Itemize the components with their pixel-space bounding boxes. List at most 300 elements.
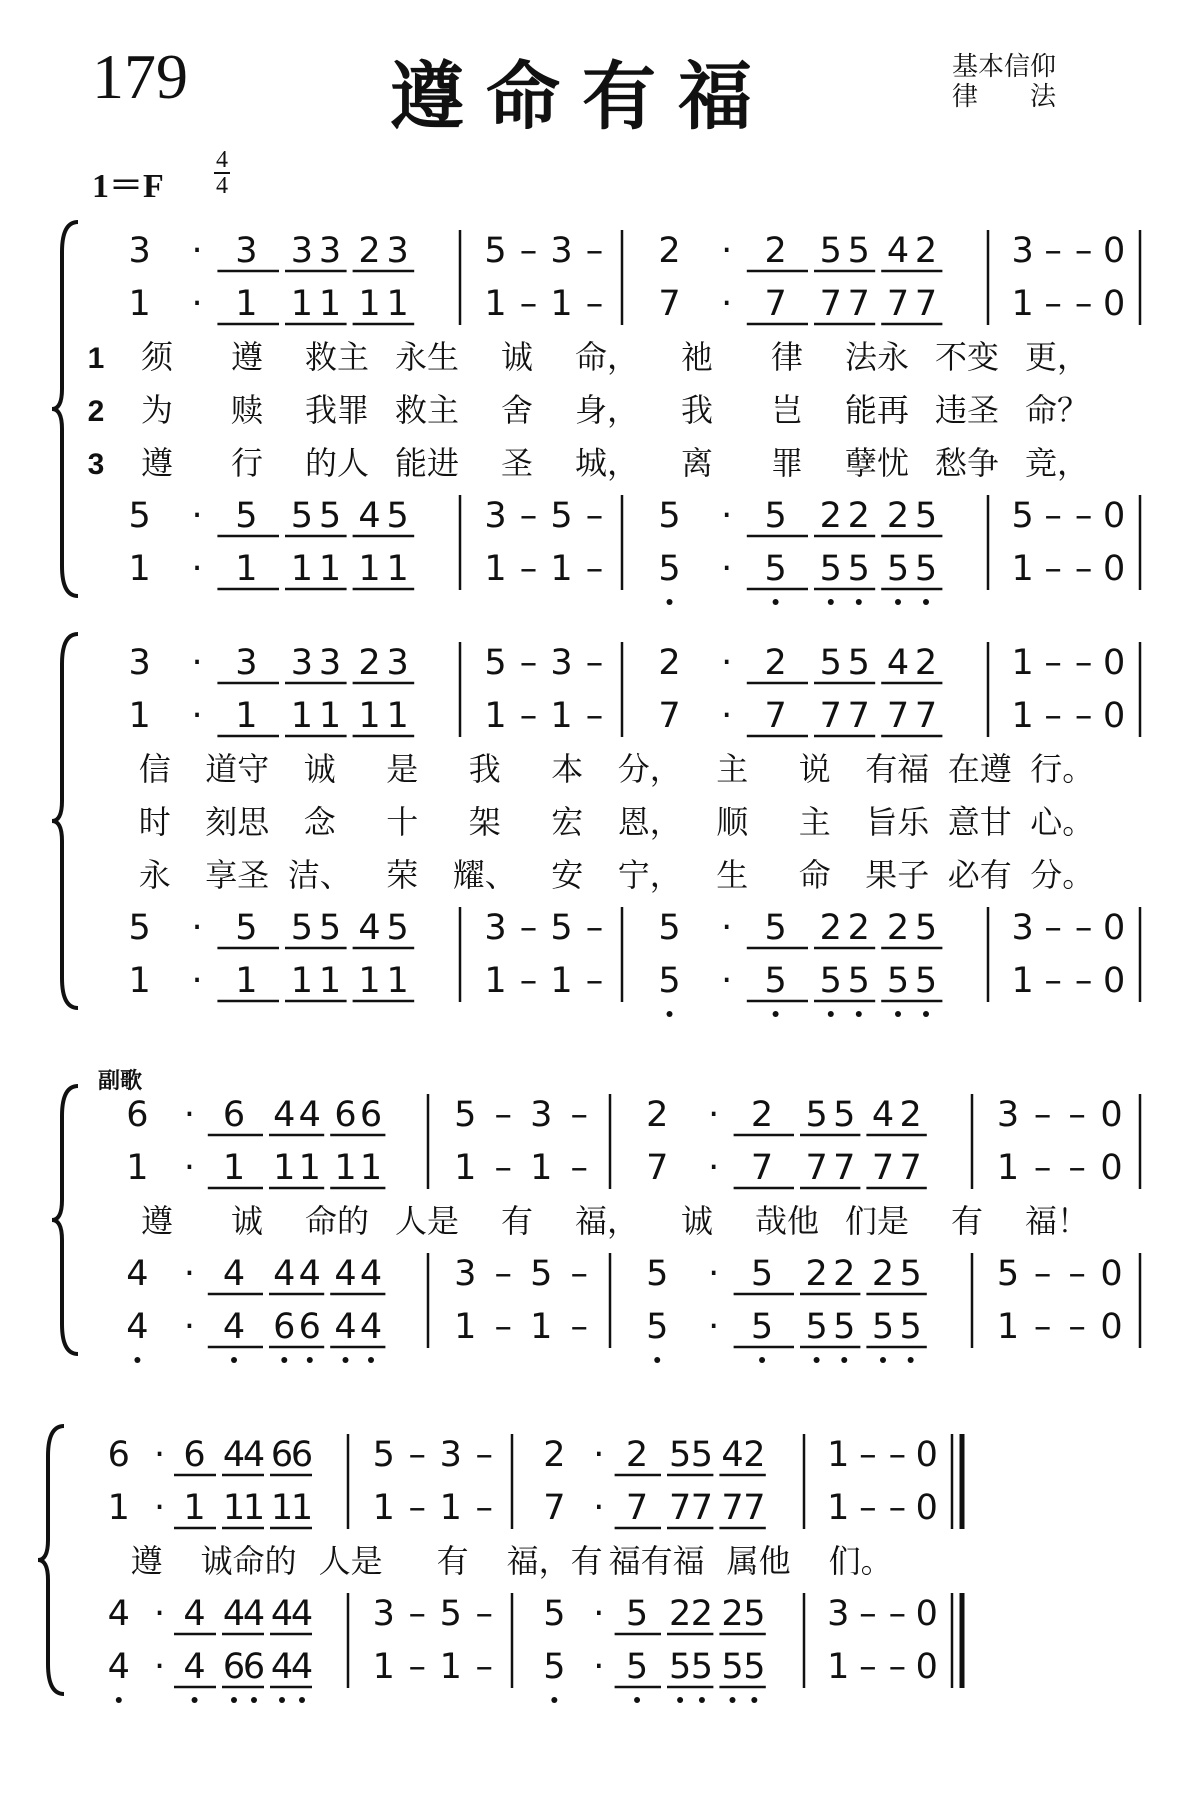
system-2-note: 1: [550, 961, 573, 1001]
system-2-dash: –: [519, 696, 538, 736]
system-3-note: 4: [359, 1307, 383, 1347]
system-4-note: 0: [915, 1435, 938, 1475]
system-1-note: 5: [914, 496, 938, 536]
system-1-note: 3: [1011, 231, 1034, 271]
system-3-brace: [52, 1086, 78, 1354]
system-4-note: 5: [743, 1594, 766, 1634]
system-2-note: 2: [764, 643, 787, 683]
system-2-lyric: 时: [138, 803, 171, 841]
system-4-dash: –: [475, 1435, 493, 1475]
system-2-octave-dot: [828, 1011, 834, 1017]
system-1-note: 3: [386, 231, 409, 271]
system-4-note: 4: [290, 1594, 314, 1634]
system-2-dash: –: [1044, 961, 1062, 1001]
system-3-lyric: 哉他: [754, 1202, 820, 1240]
system-2-note: 3: [484, 908, 507, 948]
system-3-note: 4: [334, 1254, 357, 1294]
system-3-dot: ·: [708, 1148, 720, 1188]
system-3-note: 5: [899, 1307, 922, 1347]
system-2-note: 1: [1011, 696, 1034, 736]
system-1-note: 1: [1011, 549, 1034, 589]
system-1-note: 2: [764, 231, 787, 271]
system-2-octave-dot: [923, 1011, 929, 1017]
system-1-note: 1: [318, 549, 342, 589]
system-2-lyric: 果子: [865, 856, 930, 894]
system-1-note: 5: [235, 496, 258, 536]
system-2-lyric: 洁、: [287, 856, 352, 894]
system-2-lyric: 恩，: [617, 803, 682, 841]
system-1-dash: –: [1074, 284, 1093, 324]
system-4-note: 1: [242, 1488, 266, 1528]
system-1-dash: –: [519, 284, 538, 324]
system-1-note: 5: [386, 496, 409, 536]
system-3-dash: –: [570, 1095, 589, 1135]
system-4-note: 5: [690, 1435, 714, 1475]
system-2-lyric: 耀、: [452, 856, 517, 894]
system-1-note: 7: [914, 284, 938, 324]
system-4-octave-dot: [551, 1697, 557, 1703]
system-2-note: 5: [128, 908, 151, 948]
system-4-note: 1: [439, 1488, 462, 1528]
system-2-lyric: 主: [716, 750, 749, 788]
system-3-note: 1: [996, 1148, 1020, 1188]
system-4-note: 1: [827, 1435, 850, 1475]
system-1-note: 5: [1011, 496, 1034, 536]
system-4-note: 5: [743, 1647, 766, 1687]
system-1-dot: ·: [721, 284, 733, 324]
system-3-note: 1: [996, 1307, 1020, 1347]
system-3-lyric: 人是: [394, 1202, 460, 1240]
system-2-note: 1: [318, 696, 342, 736]
system-2-note: 3: [318, 643, 342, 683]
system-2-dot: ·: [721, 696, 733, 736]
system-1-dash: –: [1044, 284, 1062, 324]
system-1-lyric: 命？: [1024, 391, 1090, 429]
system-4-note: 1: [222, 1488, 246, 1528]
system-3-octave-dot: [880, 1357, 886, 1363]
system-3-note: 5: [805, 1307, 828, 1347]
system-4-note: 4: [270, 1594, 294, 1634]
system-1-lyric: 岂: [770, 391, 804, 429]
system-2-dot: ·: [721, 908, 733, 948]
system-4-note: 1: [270, 1488, 294, 1528]
system-4-note: 7: [690, 1488, 714, 1528]
system-2-lyric: 架: [468, 803, 501, 841]
system-4-note: 4: [107, 1647, 130, 1687]
system-2-lyric: 宏: [551, 803, 584, 841]
system-2-note: 1: [235, 961, 258, 1001]
system-1-dash: –: [585, 549, 604, 589]
system-1-lyric: 我: [680, 391, 714, 429]
system-2-note: 1: [1011, 961, 1034, 1001]
system-1-octave-dot: [923, 599, 929, 605]
system-3-octave-dot: [231, 1357, 237, 1363]
system-3-note: 6: [334, 1095, 357, 1135]
system-2-note: 1: [484, 961, 507, 1001]
system-1-dash: –: [519, 549, 538, 589]
system-2-note: 5: [914, 961, 938, 1001]
system-4-note: 5: [543, 1594, 566, 1634]
system-4-note: 3: [372, 1594, 395, 1634]
hymn-number: 179: [92, 41, 188, 112]
system-3-lyric: 福！: [1024, 1202, 1090, 1240]
system-1-dot: ·: [721, 231, 733, 271]
system-3-dot: ·: [183, 1095, 196, 1135]
system-4-note: 5: [668, 1647, 692, 1687]
system-2-dash: –: [585, 908, 604, 948]
system-4-note: 0: [915, 1647, 938, 1687]
system-1-note: 7: [886, 284, 910, 324]
system-2-lyric: 生: [716, 856, 749, 894]
system-2-dot: ·: [721, 643, 733, 683]
system-2-note: 5: [914, 908, 938, 948]
system-1-dot: ·: [191, 549, 203, 589]
system-1-lyric: 命，: [574, 338, 640, 376]
system-4-dash: –: [888, 1647, 907, 1687]
system-2-dash: –: [585, 643, 604, 683]
system-2-lyric: 是: [386, 750, 419, 788]
system-1-note: 1: [358, 549, 381, 589]
system-1-octave-dot: [856, 599, 862, 605]
system-3-note: 4: [222, 1254, 246, 1294]
system-1-lyric: 孽忧: [844, 444, 910, 482]
system-1-note: 3: [290, 231, 314, 271]
system-2-note: 3: [550, 643, 573, 683]
system-3-dash: –: [1068, 1095, 1086, 1135]
system-2-note: 1: [386, 961, 409, 1001]
system-3-note: 5: [750, 1254, 774, 1294]
system-3-lyric: 们是: [844, 1202, 910, 1240]
system-1-lyric: 圣: [500, 444, 534, 482]
system-4-dot: ·: [593, 1594, 605, 1634]
system-1-lyric: 行: [230, 444, 264, 482]
system-2-note: 5: [290, 908, 314, 948]
system-1-lyric: 身，: [574, 391, 640, 429]
system-3-dash: –: [1033, 1307, 1052, 1347]
system-2-lyric: 道守: [205, 750, 270, 788]
system-1-note: 7: [658, 284, 681, 324]
system-2-lyric: 必有: [947, 856, 1012, 894]
system-4-note: 4: [270, 1647, 294, 1687]
system-1-lyric: 救主: [304, 338, 370, 376]
system-4-octave-dot: [116, 1697, 122, 1703]
system-4-note: 7: [668, 1488, 692, 1528]
system-2-octave-dot: [773, 1011, 779, 1017]
system-4-note: 4: [183, 1594, 206, 1634]
system-3-note: 7: [805, 1148, 828, 1188]
system-4-dash: –: [859, 1647, 877, 1687]
system-4-lyric: 属他: [726, 1542, 791, 1580]
time-signature-top: 4: [216, 147, 228, 173]
system-4-lyric: 有: [436, 1542, 469, 1580]
system-2-dot: ·: [191, 908, 203, 948]
system-1-dash: –: [519, 496, 538, 536]
system-3-dash: –: [1068, 1307, 1086, 1347]
system-4-note: 6: [222, 1647, 246, 1687]
system-1-lyric: 赎: [230, 391, 264, 429]
system-1-note: 1: [550, 284, 573, 324]
system-1-dot: ·: [721, 549, 733, 589]
system-2-note: 7: [764, 696, 787, 736]
system-4-dash: –: [408, 1435, 426, 1475]
system-4-note: 5: [439, 1594, 462, 1634]
system-2-note: 0: [1103, 961, 1126, 1001]
system-1-note: 4: [358, 496, 381, 536]
system-2-lyric: 宁，: [617, 856, 682, 894]
system-3-note: 4: [126, 1254, 149, 1294]
system-4-note: 2: [668, 1594, 692, 1634]
system-2-note: 1: [386, 696, 409, 736]
category-line-1: 基本信仰: [952, 52, 1057, 82]
system-3-dash: –: [1033, 1148, 1052, 1188]
system-1-note: 1: [290, 284, 314, 324]
system-2-note: 4: [358, 908, 381, 948]
system-1-note: 5: [318, 496, 342, 536]
system-1-note: 5: [128, 496, 151, 536]
system-3-note: 5: [805, 1095, 828, 1135]
system-2-note: 1: [550, 696, 573, 736]
chorus-label: 副歌: [98, 1069, 143, 1094]
system-4-octave-dot: [634, 1697, 640, 1703]
system-4-lyric: 福有福: [608, 1542, 705, 1580]
system-2-lyric: 分。: [1030, 856, 1095, 894]
system-4-lyric: 诚命的: [200, 1542, 297, 1580]
system-2-note: 5: [764, 961, 787, 1001]
system-4-dash: –: [859, 1594, 877, 1634]
system-1-lyric: 愁争: [934, 444, 1000, 482]
system-4-note: 4: [222, 1435, 246, 1475]
system-4-note: 6: [183, 1435, 206, 1475]
system-1-note: 5: [550, 496, 573, 536]
system-4-dot: ·: [154, 1435, 166, 1475]
system-2-lyric: 信: [138, 750, 171, 788]
system-3-note: 2: [899, 1095, 922, 1135]
system-1-lyric: 遵: [230, 338, 264, 376]
system-2-note: 5: [386, 908, 409, 948]
system-1-lyric: 遵: [140, 444, 174, 482]
system-3-octave-dot: [654, 1357, 660, 1363]
system-1-dash: –: [1044, 549, 1062, 589]
system-3-note: 5: [530, 1254, 553, 1294]
system-2-note: 2: [914, 643, 938, 683]
system-2-dash: –: [1074, 961, 1093, 1001]
system-2-note: 5: [764, 908, 787, 948]
system-2-dash: –: [519, 961, 538, 1001]
system-2-dash: –: [1044, 696, 1062, 736]
system-1-note: 1: [1011, 284, 1034, 324]
system-2-brace: [52, 634, 78, 1008]
system-1-octave-dot: [667, 599, 673, 605]
system-4-note: 2: [690, 1594, 714, 1634]
system-1-note: 5: [764, 496, 787, 536]
system-2-note: 1: [128, 696, 151, 736]
system-1-note: 7: [764, 284, 787, 324]
system-1-lyric: 为: [140, 391, 174, 429]
system-4-note: 3: [439, 1435, 462, 1475]
system-1-note: 2: [658, 231, 681, 271]
system-1-lyric: 舍: [500, 391, 534, 429]
system-3-note: 2: [871, 1254, 895, 1294]
system-1-lyric: 的人: [304, 444, 370, 482]
system-3-note: 2: [750, 1095, 774, 1135]
system-4-brace: [38, 1426, 64, 1694]
system-2-note: 0: [1103, 643, 1126, 683]
system-3-note: 0: [1100, 1254, 1123, 1294]
system-4-dot: ·: [154, 1594, 166, 1634]
system-1-note: 1: [235, 284, 258, 324]
system-1-lyric: 竞，: [1024, 444, 1090, 482]
system-4-octave-dot: [751, 1697, 757, 1703]
system-4-note: 4: [183, 1647, 206, 1687]
system-1-lyric: 救主: [394, 391, 460, 429]
system-2-note: 5: [819, 961, 842, 1001]
system-4-dash: –: [475, 1647, 493, 1687]
system-2-octave-dot: [895, 1011, 901, 1017]
system-1-octave-dot: [828, 599, 834, 605]
system-3-note: 4: [298, 1095, 321, 1135]
system-4-note: 3: [827, 1594, 850, 1634]
system-4-octave-dot: [192, 1697, 198, 1703]
system-3-note: 5: [454, 1095, 477, 1135]
system-3-note: 6: [126, 1095, 149, 1135]
system-1-note: 2: [886, 496, 910, 536]
system-4-note: 5: [721, 1647, 744, 1687]
system-3-lyric: 有: [950, 1202, 984, 1240]
system-4-note: 5: [668, 1435, 692, 1475]
system-4-note: 0: [915, 1594, 938, 1634]
system-3-note: 5: [833, 1307, 856, 1347]
system-2-note: 1: [358, 696, 381, 736]
system-2-lyric: 行。: [1030, 750, 1095, 788]
system-2-note: 3: [1011, 908, 1034, 948]
system-3-note: 6: [298, 1307, 321, 1347]
system-3-note: 5: [871, 1307, 895, 1347]
system-3-note: 4: [871, 1095, 895, 1135]
system-2-note: 5: [847, 961, 870, 1001]
system-1-note: 1: [386, 284, 409, 324]
system-4-note: 4: [222, 1594, 246, 1634]
system-1-note: 1: [290, 549, 314, 589]
category-line-2: 律 法: [952, 82, 1057, 112]
system-2-note: 1: [128, 961, 151, 1001]
system-1-note: 5: [914, 549, 938, 589]
system-3-dash: –: [570, 1148, 589, 1188]
system-3-note: 6: [359, 1095, 383, 1135]
system-1-note: 2: [847, 496, 870, 536]
system-3-dash: –: [494, 1307, 513, 1347]
system-4-dot: ·: [593, 1435, 605, 1475]
system-4-octave-dot: [730, 1697, 736, 1703]
system-1-note: 1: [235, 549, 258, 589]
system-4-note: 4: [107, 1594, 130, 1634]
system-2-note: 7: [847, 696, 870, 736]
system-3-octave-dot: [307, 1357, 313, 1363]
system-1-note: 3: [318, 231, 342, 271]
system-2-note: 1: [290, 696, 314, 736]
key-signature: 1＝F: [92, 168, 164, 205]
system-2-lyric: 念: [303, 803, 336, 841]
system-3-note: 1: [334, 1148, 357, 1188]
system-1-note: 3: [128, 231, 151, 271]
system-2-note: 2: [819, 908, 842, 948]
system-2-lyric: 荣: [386, 856, 419, 894]
system-3-lyric: 诚: [230, 1202, 264, 1240]
system-1-note: 5: [658, 549, 681, 589]
system-2-note: 3: [290, 643, 314, 683]
system-4-note: 7: [543, 1488, 566, 1528]
system-1-note: 0: [1103, 496, 1126, 536]
system-3-note: 7: [833, 1148, 856, 1188]
system-1-note: 2: [358, 231, 381, 271]
system-2-note: 1: [318, 961, 342, 1001]
system-3-note: 2: [646, 1095, 669, 1135]
system-3-note: 5: [750, 1307, 774, 1347]
system-1-dash: –: [519, 231, 538, 271]
system-2-note: 1: [358, 961, 381, 1001]
system-2-lyric: 心。: [1030, 803, 1095, 841]
system-1-note: 5: [819, 231, 842, 271]
system-4-note: 4: [242, 1594, 266, 1634]
system-3-note: 1: [454, 1148, 477, 1188]
system-3-lyric: 遵: [140, 1202, 174, 1240]
system-3-dot: ·: [183, 1148, 196, 1188]
system-2-octave-dot: [856, 1011, 862, 1017]
system-3-note: 7: [899, 1148, 922, 1188]
system-4-dash: –: [408, 1488, 426, 1528]
system-2-lyric: 有福: [865, 750, 930, 788]
hymn-title: 遵命有福: [390, 54, 774, 140]
system-3-dash: –: [1068, 1148, 1086, 1188]
system-3-note: 2: [805, 1254, 828, 1294]
system-4-note: 2: [625, 1435, 649, 1475]
system-1-lyric: 须: [140, 338, 174, 376]
system-3-note: 1: [359, 1148, 383, 1188]
system-1-verse-number: 1: [87, 342, 105, 375]
system-4-note: 6: [270, 1435, 294, 1475]
system-2-note: 1: [235, 696, 258, 736]
system-3-dash: –: [1033, 1095, 1052, 1135]
system-4-dash: –: [475, 1488, 493, 1528]
system-4-note: 5: [690, 1647, 714, 1687]
system-4-lyric: 们。: [828, 1542, 893, 1580]
system-1-lyric: 法永: [844, 338, 910, 376]
system-3-note: 0: [1100, 1307, 1123, 1347]
system-3-note: 3: [454, 1254, 477, 1294]
system-3-note: 5: [646, 1254, 669, 1294]
system-4-octave-dot: [279, 1697, 285, 1703]
system-3-octave-dot: [134, 1357, 140, 1363]
system-1-note: 2: [914, 231, 938, 271]
system-1-lyric: 离: [680, 444, 714, 482]
system-3-note: 1: [530, 1307, 553, 1347]
system-1-lyric: 能进: [394, 444, 460, 482]
system-4-dot: ·: [593, 1488, 605, 1528]
system-1-dash: –: [585, 231, 604, 271]
system-2-lyric: 本: [551, 750, 584, 788]
system-2-note: 5: [886, 961, 910, 1001]
system-3-note: 7: [750, 1148, 774, 1188]
system-3-note: 1: [222, 1148, 246, 1188]
system-1-note: 5: [290, 496, 314, 536]
system-1-lyric: 能再: [844, 391, 910, 429]
system-1-note: 1: [358, 284, 381, 324]
system-3-dash: –: [494, 1095, 513, 1135]
system-2-note: 5: [658, 961, 681, 1001]
system-3-note: 0: [1100, 1148, 1123, 1188]
system-3-note: 4: [298, 1254, 321, 1294]
system-3-note: 1: [273, 1148, 296, 1188]
system-2-note: 3: [235, 643, 258, 683]
